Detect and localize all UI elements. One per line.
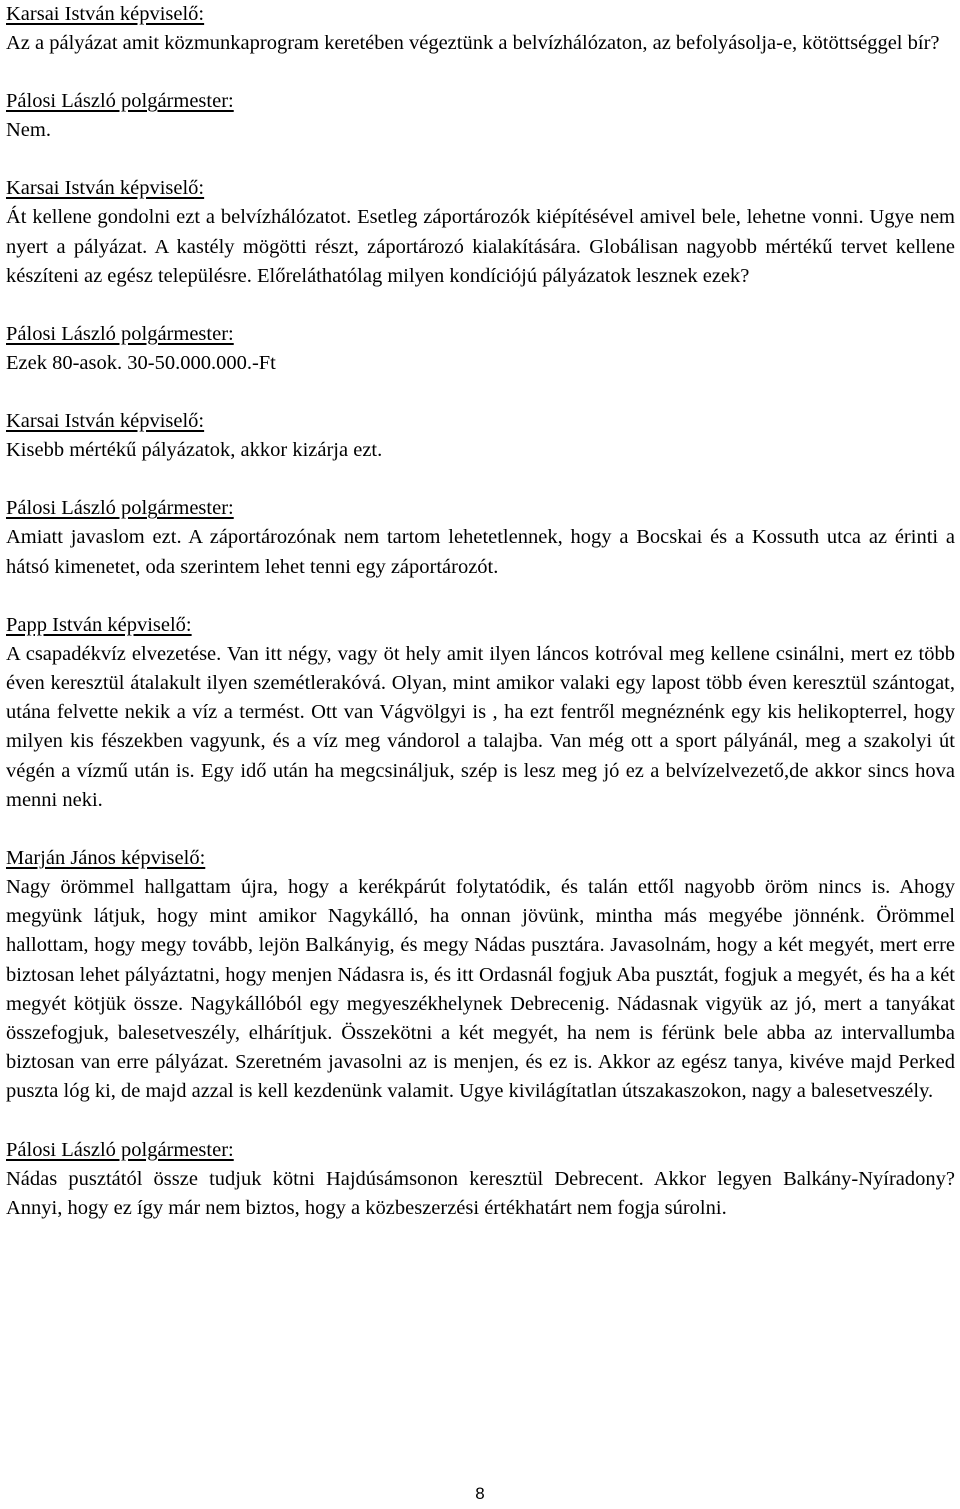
page-number: 8 bbox=[475, 1484, 485, 1503]
speech-text: Amiatt javaslom ezt. A záportározónak nem tartom lehetetlennek, hogy a Bocskai és a Kossuth utca az érinti a hátsó kimenetet, oda szerintem lehet tenni egy záportározót. bbox=[6, 526, 955, 578]
speech-text: Át kellene gondolni ezt a belvízhálózatot. Esetleg záportározók kiépítésével amivel bele, lehetne vonni. Ugye nem nyert a pályázat. A kastély mögötti részt, záportározó kialakítására. Globálisan nagyobb mértékű tervet kellene készíteni az egész településre. Előreláthatólag milyen kondíciójú pályázatok lesznek ezek? bbox=[6, 206, 955, 287]
speech-block bbox=[6, 320, 955, 378]
speech-text: Az a pályázat amit közmunkaprogram keretében végeztünk a belvízhálózaton, az befolyásolja-e, kötöttséggel bír? bbox=[6, 32, 940, 54]
speech-block bbox=[6, 844, 955, 1107]
speaker-name: Pálosi László polgármester: bbox=[6, 323, 234, 346]
speaker-name: Pálosi László polgármester: bbox=[6, 497, 234, 520]
speech-text: Nagy örömmel hallgattam újra, hogy a kerékpárút folytatódik, és talán ettől nagyobb öröm nincs is. Ahogy megyünk látjuk, hogy mint amikor Nagykálló, ha onnan jövünk, mintha más megyébe jönnénk. Örömmel hallottam, hogy megy tovább, lejön Balkányig, és megy Nádas pusztára. Javasolnám, hogy a két megyét, mert erre biztosan lehet pályáztatni, hogy menjen Nádasra is, és itt Ordasnál fogjuk Aba pusztát, fogjuk a megyét, és ha a két megyét kötjük össze. Nagykállóból egy megyeszékhelynek Debrecenig. Nádasnak vigyük az jó, mert a tanyákat összefogjuk, balesetveszély, elhárítjuk. Összekötni a két megyét, ha nem is férünk bele abba az intervallumba biztosan van erre pályázat. Szeretném javasolni az is menjen, és ez is. Akkor az egész tanya, kivéve majd Perked puszta lóg ki, de majd azzal is kell kezdenünk valamit. Ugye kivilágítatlan útszakaszokon, nagy a balesetveszély. bbox=[6, 876, 955, 1103]
document-page bbox=[6, 0, 955, 1223]
speaker-name: Papp István képviselő: bbox=[6, 613, 192, 636]
speech-text: A csapadékvíz elvezetése. Van itt négy, vagy öt hely amit ilyen láncos kotróval meg kellene csinálni, mert ez több éven keresztül átalakult ilyen szemétlerakóvá. Olyan, mint amikor valaki egy lapost több éven keresztül szántogat, utána felvette nekik a víz a termést. Ott van Vágvölgyi is , ha ezt fentről megnéznénk egy kis helikopterrel, hogy milyen kis fészekben vagyunk, és a víz meg vándorol a talajba. Van még ott a sport pályánál, meg a szakolyi út végén a vízmű után is. Egy idő után ha megcsináljuk, szép is lesz meg jó ez a belvízelvezető,de akkor sincs hova menni neki. bbox=[6, 642, 955, 811]
speaker-name: Pálosi László polgármester: bbox=[6, 90, 234, 113]
speaker-name: Marján János képviselő: bbox=[6, 847, 206, 870]
speech-text: Kisebb mértékű pályázatok, akkor kizárja ezt. bbox=[6, 439, 383, 462]
speech-text: Nem. bbox=[6, 119, 51, 142]
speaker-name: Karsai István képviselő: bbox=[6, 410, 205, 433]
speaker-name: Karsai István képviselő: bbox=[6, 3, 205, 25]
speech-block bbox=[6, 174, 955, 291]
speech-block bbox=[6, 0, 955, 58]
speech-block bbox=[6, 494, 955, 581]
speech-block bbox=[6, 1136, 955, 1223]
speech-block bbox=[6, 87, 955, 145]
speech-text: Nádas pusztától össze tudjuk kötni Hajdúsámsonon keresztül Debrecent. Akkor legyen Balkány-Nyíradony? Annyi, hogy ez így már nem biztos, hogy a közbeszerzési értékhatárt nem fogja súrolni. bbox=[6, 1167, 955, 1219]
speaker-name: Pálosi László polgármester: bbox=[6, 1138, 234, 1161]
speaker-name: Karsai István képviselő: bbox=[6, 177, 205, 200]
speech-block bbox=[6, 407, 955, 465]
speech-text: Ezek 80-asok. 30-50.000.000.-Ft bbox=[6, 352, 276, 375]
speech-block bbox=[6, 611, 955, 815]
